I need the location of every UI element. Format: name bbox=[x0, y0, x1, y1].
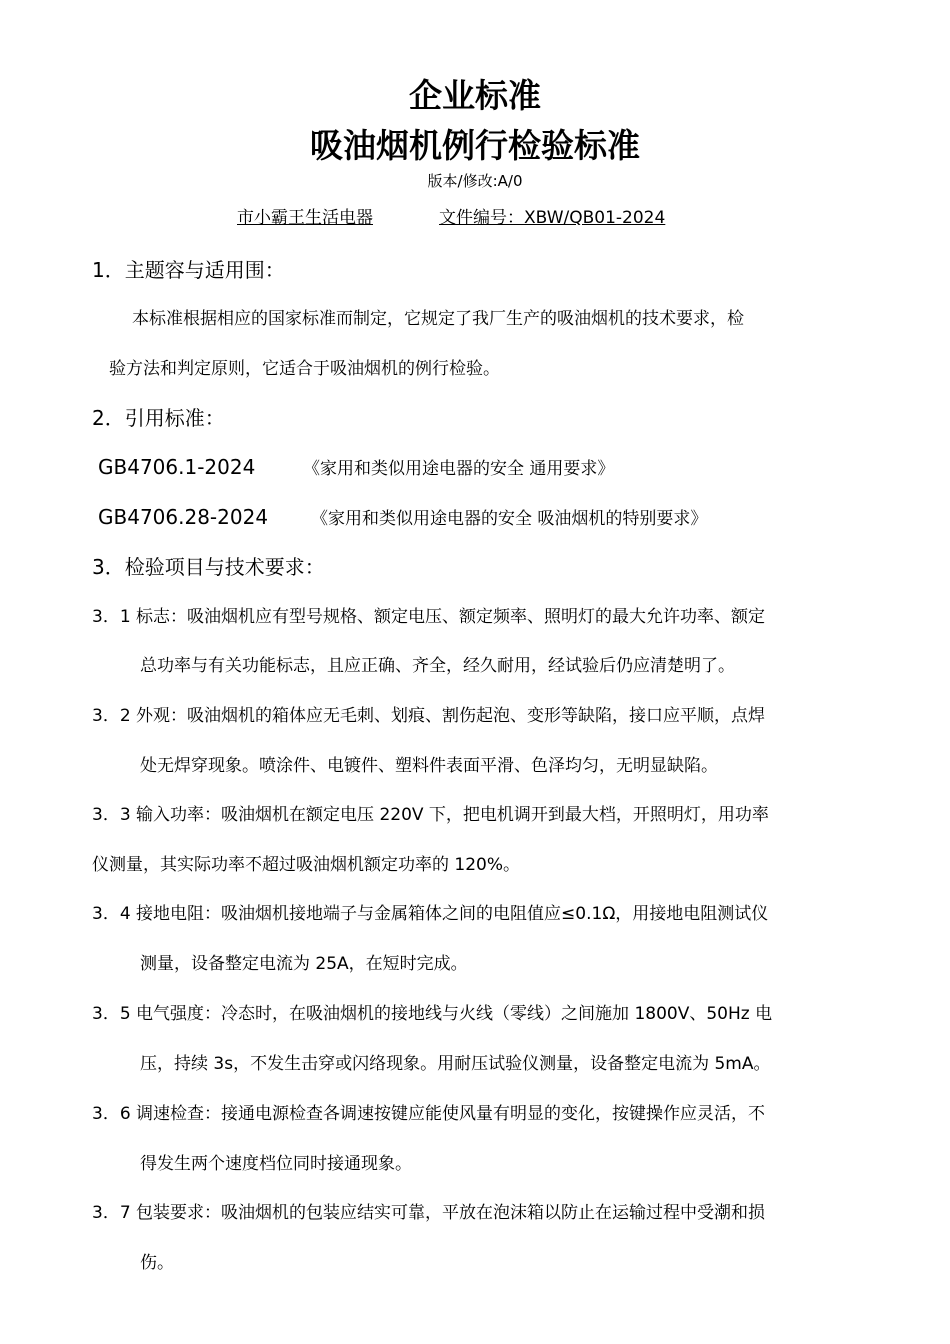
item-3-6-line-1: 3．6 调速检查：接通电源检查各调速按键应能使风量有明显的变化，按键操作应灵活，不 bbox=[92, 1104, 766, 1124]
section-3-title: 3．检验项目与技术要求： bbox=[92, 555, 325, 579]
version-label: 版本/修改:A/0 bbox=[427, 172, 523, 190]
item-3-7-line-2: 伤。 bbox=[140, 1253, 174, 1273]
item-3-1-line-1: 3．1 标志：吸油烟机应有型号规格、额定电压、额定频率、照明灯的最大允许功率、额定 bbox=[92, 607, 766, 627]
section-2-title: 2．引用标准： bbox=[92, 406, 225, 430]
item-3-5-line-2: 压，持续 3s，不发生击穿或闪络现象。用耐压试验仪测量，设备整定电流为 5mA。 bbox=[140, 1054, 771, 1074]
item-3-1-line-2: 总功率与有关功能标志，且应正确、齐全，经久耐用，经试验后仍应清楚明了。 bbox=[140, 656, 735, 676]
item-3-7-line-1: 3．7 包装要求：吸油烟机的包装应结实可靠，平放在泡沫箱以防止在运输过程中受潮和损 bbox=[92, 1203, 766, 1223]
standard-name: 《家用和类似用途电器的安全 通用要求》 bbox=[303, 459, 615, 479]
file-number: 文件编号：XBW/QB01-2024 bbox=[439, 208, 666, 228]
item-3-2-line-1: 3．2 外观：吸油烟机的箱体应无毛刺、划痕、割伤起泡、变形等缺陷，接口应平顺，点焊 bbox=[92, 706, 766, 726]
standard-code: GB4706.1-2024 bbox=[98, 455, 256, 479]
standard-name: 《家用和类似用途电器的安全 吸油烟机的特别要求》 bbox=[311, 509, 708, 529]
document-title: 企业标准 bbox=[409, 76, 541, 115]
company-name: 市小霸王生活电器 bbox=[237, 208, 373, 228]
standard-ref-2 bbox=[98, 503, 707, 533]
item-3-3-line-2: 仪测量，其实际功率不超过吸油烟机额定功率的 120%。 bbox=[92, 855, 521, 875]
company-file-line bbox=[237, 206, 665, 230]
standard-ref-1 bbox=[98, 453, 614, 483]
section-1-paragraph-line-1: 本标准根据相应的国家标准而制定，它规定了我厂生产的吸油烟机的技术要求，检 bbox=[132, 309, 744, 329]
item-3-4-line-1: 3．4 接地电阻：吸油烟机接地端子与金属箱体之间的电阻值应≤0.1Ω，用接地电阻测试仪 bbox=[92, 904, 769, 924]
item-3-4-line-2: 测量，设备整定电流为 25A，在短时完成。 bbox=[140, 954, 468, 974]
item-3-5-line-1: 3．5 电气强度：冷态时，在吸油烟机的接地线与火线（零线）之间施加 1800V、50Hz 电 bbox=[92, 1004, 773, 1024]
standard-code: GB4706.28-2024 bbox=[98, 505, 269, 529]
document-subtitle: 吸油烟机例行检验标准 bbox=[310, 126, 640, 165]
item-3-3-line-1: 3．3 输入功率：吸油烟机在额定电压 220V 下，把电机调开到最大档，开照明灯，用功率 bbox=[92, 805, 769, 825]
section-1-title: 1．主题容与适用围： bbox=[92, 258, 285, 282]
section-1-paragraph-line-2: 验方法和判定原则，它适合于吸油烟机的例行检验。 bbox=[109, 359, 500, 379]
item-3-6-line-2: 得发生两个速度档位同时接通现象。 bbox=[140, 1154, 412, 1174]
item-3-2-line-2: 处无焊穿现象。喷涂件、电镀件、塑料件表面平滑、色泽均匀，无明显缺陷。 bbox=[140, 756, 718, 776]
